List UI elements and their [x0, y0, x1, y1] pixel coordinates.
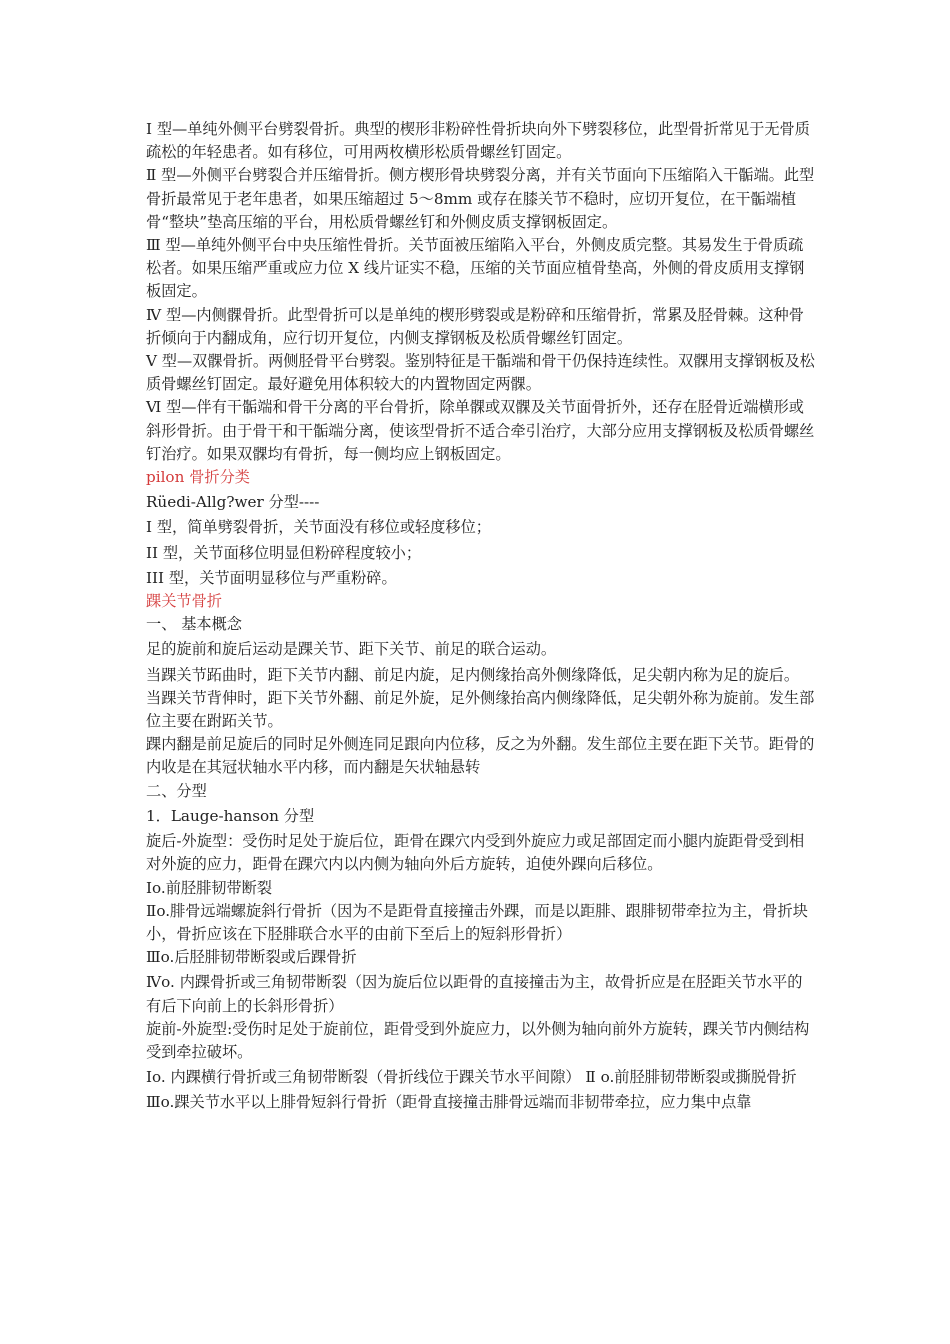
- paragraph-tibial-plateau-type-4: Ⅳ 型—内侧髁骨折。此型骨折可以是单纯的楔形劈裂或是粉碎和压缩骨折，常累及胫骨棘。这种骨折倾向于内翻成角，应行切开复位，内侧支撑钢板及松质骨螺丝钉固定。: [146, 305, 804, 347]
- paragraph-concept-4: 踝内翻是前足旋后的同时足外侧连同足跟向内位移，反之为外翻。发生部位主要在距下关节。距骨的内收是在其冠状轴水平内移，而内翻是矢状轴悬转: [146, 735, 815, 777]
- heading-classification: 二、分型: [146, 781, 207, 800]
- paragraph-pilon-type-2: II 型，关节面移位明显但粉碎程度较小；: [146, 543, 422, 562]
- paragraph-concept-1: 足的旋前和旋后运动是踝关节、距下关节、前足的联合运动。: [146, 640, 557, 659]
- paragraph-tibial-plateau-type-5: Ⅴ 型—双髁骨折。两侧胫骨平台劈裂。鉴别特征是干骺端和骨干仍保持连续性。双髁用支撑钢板及松质骨螺丝钉固定。最好避免用体积较大的内置物固定两髁。: [146, 352, 815, 394]
- paragraph-tibial-plateau-type-2: Ⅱ 型—外侧平台劈裂合并压缩骨折。侧方楔形骨块劈裂分离，并有关节面向下压缩陷入干骺端。此型骨折最常见于老年患者，如果压缩超过 5～8mm 或存在膝关节不稳时，应切开复位，在干骺端植骨“整块”垫高压缩的平台，用松质骨螺丝钉和外侧皮质支撑钢板固定。: [146, 166, 815, 231]
- paragraph-se-stage-3: Ⅲo.后胫腓韧带断裂或后踝骨折: [146, 948, 357, 967]
- paragraph-tibial-plateau-type-6: Ⅵ 型—伴有干骺端和骨干分离的平台骨折，除单髁或双髁及关节面骨折外，还存在胫骨近端横形或斜形骨折。由于骨干和干骺端分离，使该型骨折不适合牵引治疗，大部分应用支撑钢板及松质骨螺丝钉治疗。如果双髁均有骨折，每一侧均应上钢板固定。: [146, 398, 815, 463]
- paragraph-pronation-external-rotation: 旋前-外旋型:受伤时足处于旋前位，距骨受到外旋应力，以外侧为轴向前外方旋转，踝关节内侧结构受到牵拉破坏。: [146, 1019, 810, 1061]
- paragraph-se-stage-4: Ⅳo. 内踝骨折或三角韧带断裂（因为旋后位以距骨的直接撞击为主，故骨折应是在胫距关节水平的有后下向前上的长斜形骨折）: [146, 973, 803, 1015]
- paragraph-pe-stages-1-2: Ⅰo. 内踝横行骨折或三角韧带断裂（骨折线位于踝关节水平间隙） Ⅱ o.前胫腓韧带断裂或撕脱骨折: [146, 1068, 797, 1087]
- document-page: [146, 118, 816, 1115]
- heading-lauge-hanson: 1．Lauge-hanson 分型: [146, 806, 315, 825]
- heading-pilon-classification: pilon 骨折分类: [146, 468, 250, 487]
- paragraph-pe-stage-3: Ⅲo.踝关节水平以上腓骨短斜行骨折（距骨直接撞击腓骨远端而非韧带牵拉，应力集中点靠: [146, 1093, 752, 1112]
- paragraph-se-stage-2: Ⅱo.腓骨远端螺旋斜行骨折（因为不是距骨直接撞击外踝，而是以距腓、跟腓韧带牵拉为主，骨折块小，骨折应该在下胫腓联合水平的由前下至后上的短斜形骨折）: [146, 901, 808, 943]
- paragraph-concept-2: 当踝关节跖曲时，距下关节内翻、前足内旋，足内侧缘抬高外侧缘降低，足尖朝内称为足的旋后。: [146, 665, 800, 684]
- paragraph-pilon-type-3: III 型，关节面明显移位与严重粉碎。: [146, 568, 397, 587]
- paragraph-concept-3: 当踝关节背伸时，距下关节外翻、前足外旋，足外侧缘抬高内侧缘降低，足尖朝外称为旋前。发生部位主要在跗跖关节。: [146, 688, 815, 731]
- heading-ankle-fracture: 踝关节骨折: [146, 592, 222, 611]
- paragraph-pilon-type-1: I 型，简单劈裂骨折，关节面没有移位或轻度移位；: [146, 518, 491, 537]
- heading-basic-concepts: 一、 基本概念: [146, 615, 242, 634]
- paragraph-tibial-plateau-type-1: Ⅰ 型—单纯外侧平台劈裂骨折。典型的楔形非粉碎性骨折块向外下劈裂移位，此型骨折常见于无骨质疏松的年轻患者。如有移位，可用两枚横形松质骨螺丝钉固定。: [146, 120, 810, 162]
- paragraph-supination-external-rotation: 旋后-外旋型：受伤时足处于旋后位，距骨在踝穴内受到外旋应力或足部固定而小腿内旋距骨受到相对外旋的应力，距骨在踝穴内以内侧为轴向外后方旋转，迫使外踝向后移位。: [146, 832, 805, 874]
- paragraph-tibial-plateau-type-3: Ⅲ 型—单纯外侧平台中央压缩性骨折。关节面被压缩陷入平台，外侧皮质完整。其易发生于骨质疏松者。如果压缩严重或应力位 X 线片证实不稳，压缩的关节面应植骨垫高，外侧的骨皮质用支撑钢板固定。: [146, 236, 805, 301]
- paragraph-se-stage-1: Ⅰo.前胫腓韧带断裂: [146, 878, 273, 897]
- paragraph-ruedi-classification: Rüedi-Allg?wer 分型----: [146, 493, 320, 512]
